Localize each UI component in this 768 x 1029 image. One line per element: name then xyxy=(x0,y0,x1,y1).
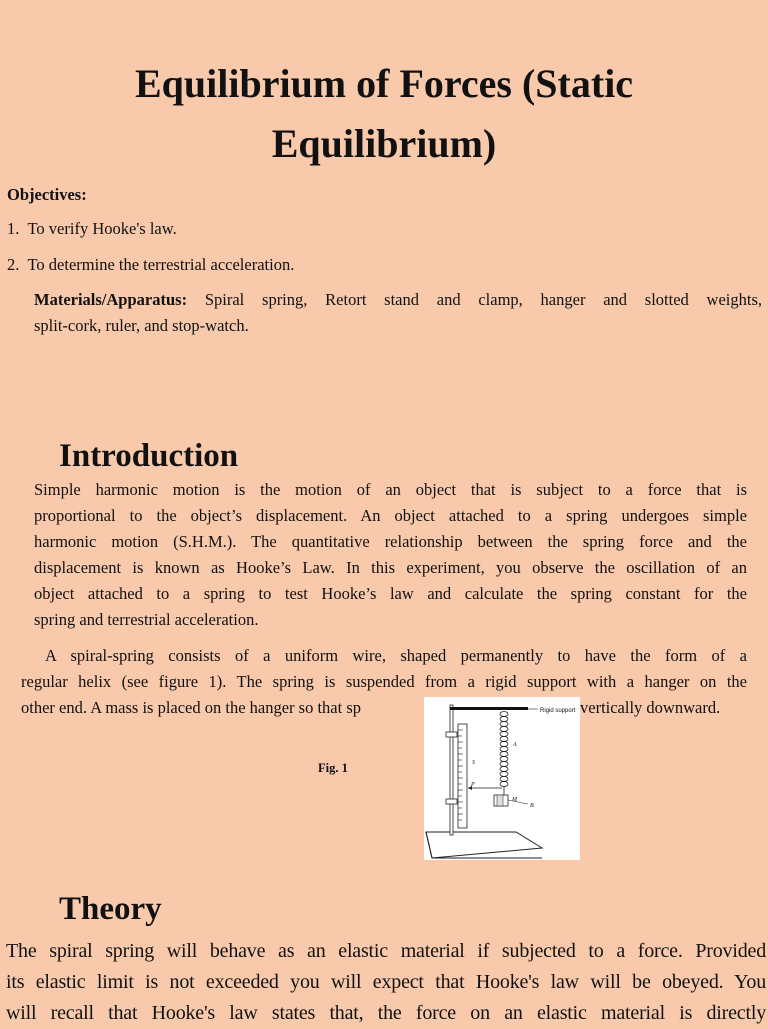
theory-paragraph xyxy=(6,936,766,1029)
materials-line-1 xyxy=(34,287,762,313)
materials-line-2: split-cork, ruler, and stop-watch. xyxy=(34,316,249,335)
rigid-support-label: Rigid support xyxy=(540,708,576,714)
label-m: M xyxy=(512,797,517,803)
page-title-line-2: Equilibrium) xyxy=(271,121,497,166)
label-a: A xyxy=(513,742,517,748)
figure-spring-apparatus xyxy=(424,697,580,860)
theory-heading: Theory xyxy=(59,891,162,927)
figure-caption: Fig. 1 xyxy=(318,761,348,775)
objective-text: To determine the terrestrial acceleration. xyxy=(27,255,295,274)
paragraph-line: A spiral-spring consists of a uniform wire, shaped permanently to have the form of a xyxy=(45,646,747,665)
paragraph-line: harmonic motion (S.H.M.). The quantitative relationship between the spring force and the xyxy=(34,532,747,551)
objective-item-2 xyxy=(7,252,294,278)
introduction-heading: Introduction xyxy=(59,438,239,474)
label-s: S xyxy=(472,760,475,766)
paragraph-line: other end. A mass is placed on the hanger so that sp xyxy=(21,698,362,717)
materials-label: Materials/Apparatus: xyxy=(34,290,188,309)
objective-number: 1. xyxy=(7,219,20,238)
paragraph-line: proportional to the object’s displacement. An object attached to a spring undergoes simple xyxy=(34,506,747,525)
paragraph-line: will recall that Hooke's law states that, the force on an elastic material is directly xyxy=(6,1002,766,1024)
paragraph-line: spring and terrestrial acceleration. xyxy=(34,610,259,629)
paragraph-line: regular helix (see figure 1). The spring is suspended from a rigid support with a hanger on the xyxy=(21,672,747,691)
materials-text: Spiral spring, Retort stand and clamp, hanger and slotted weights, xyxy=(204,290,762,309)
paragraph-line: its elastic limit is not exceeded you will expect that Hooke's law will be obeyed. You xyxy=(6,971,766,993)
paragraph-line: The spiral spring will behave as an elastic material if subjected to a force. Provided xyxy=(6,940,766,962)
objective-item-1 xyxy=(7,216,177,242)
objectives-heading: Objectives: xyxy=(7,185,87,204)
objective-number: 2. xyxy=(7,255,20,274)
introduction-paragraph-1 xyxy=(34,477,747,633)
page-title-line-1: Equilibrium of Forces (Static xyxy=(134,61,634,106)
paragraph-line: Simple harmonic motion is the motion of an object that is subject to a force that is xyxy=(34,480,747,499)
label-p: P xyxy=(471,782,475,788)
spring-apparatus-diagram xyxy=(424,697,580,860)
objective-text: To verify Hooke's law. xyxy=(27,219,177,238)
paragraph-line: object attached to a spring to test Hooke’s law and calculate the spring constant for the xyxy=(34,584,747,603)
paragraph-line-tail: vertically downward. xyxy=(580,698,721,717)
label-b: B xyxy=(530,803,534,809)
paragraph-line: displacement is known as Hooke’s Law. In this experiment, you observe the oscillation of an xyxy=(34,558,747,577)
